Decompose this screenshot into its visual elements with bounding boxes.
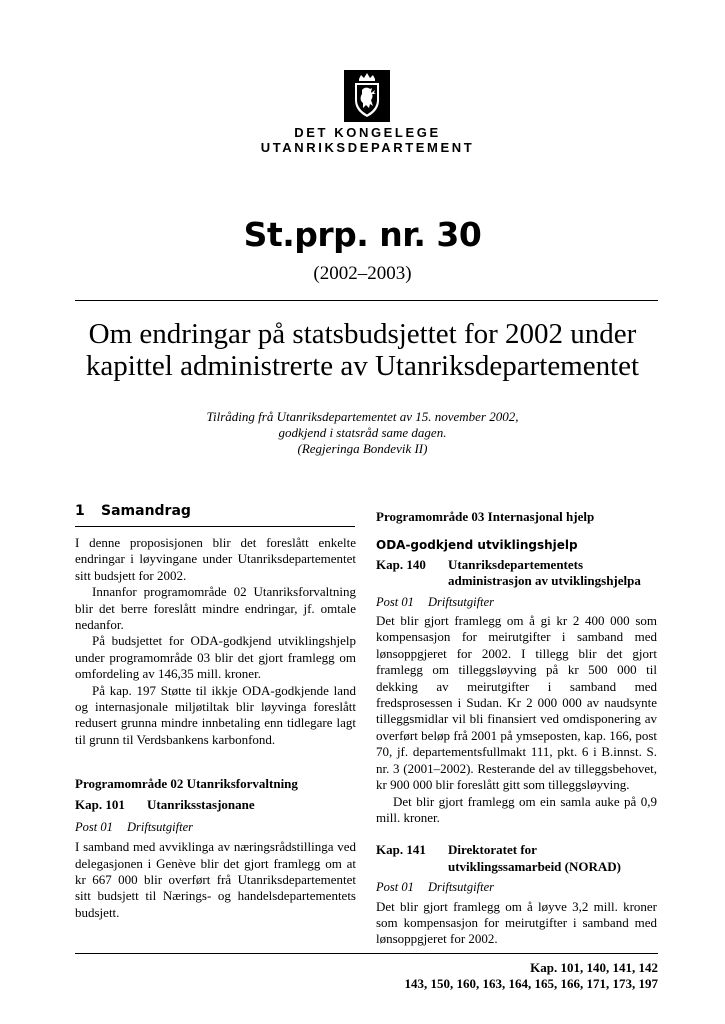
kap-heading: [75, 797, 356, 813]
post-heading: [376, 594, 657, 610]
kap-title-line-1: Direktoratet for: [448, 842, 537, 858]
summary-paragraph: I denne proposisjonen blir det foreslått enkelte endringar i løyvingane under Utanriksdepartementet sitt budsjett for 2002.: [75, 535, 356, 583]
recommendation-line-1: Tilråding frå Utanriksdepartementet av 15. november 2002,: [206, 409, 519, 424]
title-line-2: kapittel administrerte av Utanriksdepartementet: [85, 350, 640, 382]
bottom-divider: [75, 953, 658, 954]
summary-paragraph: Innanfor programområde 02 Utanriksforvaltning blir det berre foreslått mindre endringar, jf. omtale nedanfor.: [75, 584, 356, 633]
document-title: [0, 318, 725, 382]
footer-chapters-line2: 143, 150, 160, 163, 164, 165, 166, 171, 173, 197: [404, 976, 658, 991]
kap-title-line-1: Utanriksdepartementets: [448, 556, 584, 572]
post-number: Post 01: [75, 819, 113, 834]
summary-paragraph: På budsjettet for ODA-godkjend utviklingshjelp under programområde 03 blir det gjort framlegg om omfordeling av 146,35 mill. kroner.: [75, 633, 356, 682]
kap-140-paragraph: Det blir gjort framlegg om å gi kr 2 400 000 som kompensasjon for meirutgifter i samband med lønsoppgjeret for 2002. I tillegg blir det gjort framlegg om tilleggsløyving på kr 500 000 til dekking av meirutgifter i samband med fredsprosessen i Sudan. Kr 2 000 000 av naudsynte tilleggsmidlar vil bli finansiert ved omdisponering av overført beløp frå 2001 på ymseposten, kap. 166, post 70, jf. departementsfullmakt 111, pkt. 6 i B.innst. S. nr. 3 (2001–2002). Resterande del av tilleggsbehovet, kr 900 000 blir foreslått gitt som tilleggsløyving.: [376, 613, 657, 793]
summary-text: [75, 535, 356, 748]
kap-number: Kap. 101: [75, 797, 125, 813]
document-year: (2002–2003): [313, 263, 412, 284]
post-number: Post 01: [376, 594, 414, 609]
program-heading: Programområde 03 Internasjonal hjelp: [376, 509, 595, 524]
section-number: 1: [75, 503, 85, 519]
program-03-block: [376, 509, 657, 948]
kap-title: Utanriksstasjonane: [147, 797, 255, 813]
post-heading: [376, 879, 657, 895]
recommendation-line-2: godkjend i statsråd same dagen.: [278, 425, 447, 440]
recommendation-block: [0, 409, 725, 457]
program-02-block: [75, 776, 356, 921]
oda-subheading: ODA-godkjend utviklingshjelp: [376, 538, 578, 553]
post-number: Post 01: [376, 880, 414, 895]
section-heading: [75, 503, 191, 519]
post-heading: [75, 819, 356, 835]
kap-title-line-2: utviklingssamarbeid (NORAD): [448, 858, 621, 874]
kap-141-paragraph: Det blir gjort framlegg om å løyve 3,2 mill. kroner som kompensasjon for meirutgifter i samband med lønsoppgjeret for 2002.: [376, 898, 657, 947]
ministry-name-line1: DET KONGELEGE: [294, 125, 441, 140]
program-heading: Programområde 02 Utanriksforvaltning: [75, 776, 298, 791]
top-divider: [75, 300, 658, 301]
kap-number: Kap. 141: [376, 842, 426, 858]
kap-140-paragraph: Det blir gjort framlegg om ein samla auke på 0,9 mill. kroner.: [376, 793, 657, 825]
kap-number: Kap. 140: [376, 556, 426, 572]
section-title: Samandrag: [101, 503, 191, 519]
coat-of-arms-icon: [344, 70, 390, 122]
footer-chapters-line1: Kap. 101, 140, 141, 142: [530, 960, 658, 975]
kap-paragraph: I samband med avviklinga av næringsrådstillinga ved delegasjonen i Genève blir det gjort framlegg om at kr 667 000 blir overført frå Utanriksdepartementet sitt budsjett til Nærings- og handelsdepartementets budsjett.: [75, 839, 356, 920]
summary-paragraph: På kap. 197 Støtte til ikkje ODA-godkjende land og internasjonale miljøtiltak blir løyvinga foreslått redusert grunna mindre innbetaling enn tidlegare lagt til grunn til Verdsbankens karbonfond.: [75, 682, 356, 747]
kap-141-heading: [376, 842, 657, 875]
document-number: St.prp. nr. 30: [243, 215, 482, 254]
section-divider: [75, 526, 355, 527]
kap-140-heading: [376, 557, 657, 590]
kap-title-line-2: administrasjon av utviklingshjelpa: [448, 573, 641, 589]
recommendation-line-3: (Regjeringa Bondevik II): [297, 441, 428, 456]
post-title: Driftsutgifter: [127, 819, 193, 834]
ministry-name-line2: UTANRIKSDEPARTEMENT: [260, 140, 475, 155]
post-title: Driftsutgifter: [428, 880, 494, 895]
title-line-1: Om endringar på statsbudsjettet for 2002 under: [88, 318, 637, 350]
post-title: Driftsutgifter: [428, 594, 494, 609]
